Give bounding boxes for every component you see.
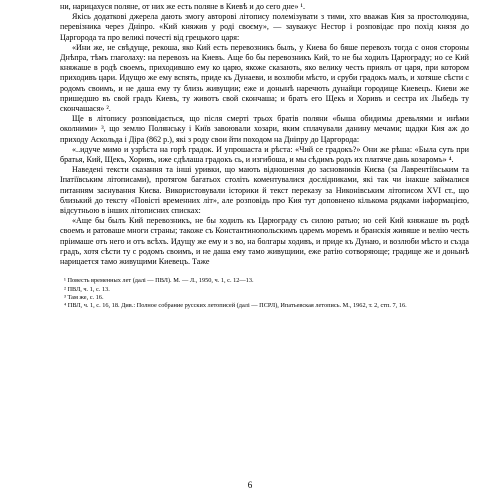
body-paragraph: ни, нарицахуся поляне, от них же есть поляне в Киевѣ и до сего дне» ¹. (60, 2, 306, 11)
page-text (60, 2, 469, 310)
footnote: ¹ Повесть временных лет (далі — ПВЛ). М. — Л., 1950, ч. 1, с. 12—13. (64, 277, 254, 285)
body-text (60, 2, 469, 267)
quotation-paragraph: «..идуче мимо и узрѣста на горѣ градок. И упрошаста и рѣста: «Чий се градокъ?» Они же рѣша: «Была суть при братья, Кий, Щекъ, Хоривъ, иже сдѣлаша градокъ сь, и изгибоша, и мы сѣдимъ родъ их платяче дань козаромъ» ⁴. (60, 144, 469, 165)
body-paragraph: Наведені тексти сказання та інші уривки, що мають відношення до засновників Києва (за Лаврентіївським та Іпатіївським літописами), протягом багатьох століть коментувалися дослідниками, які так чи інакше займалися питанням заснування Києва. Використовували історики й текст переказу за Никонівським літописом XVI ст., що близький до тексту «Повісті временних літ», але розповідь про Кия тут доповнено кількома рядками інформацією, відсутньою в інших літописних списках: (60, 165, 469, 216)
body-paragraph: Ще в літопису розповідається, що після смерті трьох братів поляни «быша обидимы древьлями и инѣми околними» ³, що землю Полянську і Київ завоювали хозари, яким сплачували данину мечами; щадки Кия аж до приходу Аскольда і Діра (862 р.), які з роду свои йти походом на Дніпру до Царгорода: (60, 114, 469, 144)
footnote: ⁴ ПВЛ, ч. 1, с. 16, 18. Див.: Полное собрание русских летописей (далі — ПСРЛ), Ипатьевская летопись. М., 1962, т. 2, стп. 7, 16. (64, 302, 407, 310)
quotation-paragraph: «Аще бы былъ Кий перевозникъ, не бы ходилъ къ Царюграду съ силою ратью; но сей Кий княжаше въ родѣ своемъ и ратоваше многи страны; такоже съ Константинопольскимъ царемъ моремъ и бранскія живяше и велію честь прiимаше отъ него и отъ всѣхъ. Идущу же ему и з во, на болгары ходивъ, и приде къ Дунаю, и возлюби мѣсто и създа градъ, хотя сѣсти ту с родомъ своимъ, и не даша ему тамо живущиии, еже ратію сотворяюще; градище же и донынѣ нарицается тамо живущими Киевецъ. Таже (60, 216, 469, 267)
footnote: ³ Там же, с. 16. (64, 293, 104, 301)
body-paragraph: Якісь додаткові джерела дають змогу авторові літопису полемізувати з тими, хто вважав Кия за простолюдина, перевізника через Дніпро. «Кий княжив у роді своєму», — зауважує Нестор і розповідає про похід князя до Царгорода та про великі почесті від грецького царя: (60, 12, 469, 42)
page-number: 6 (247, 480, 253, 490)
footnotes (60, 277, 469, 310)
quotation-paragraph: «Ини же, не свѣдуще, рекоша, яко Кий есть перевозникъ былъ, у Киева бо бяше перевозъ тогда с оноя стороны Днѣпра, тѣмъ глаголаху: на перевозъ на Киевъ. Аще бо бы перевозникъ Кий, то не бы ходилъ Царюграду; но се Кий княжаше в родѣ своемъ, приходившю ему ко царю, якоже сказають, яко велику честь приялъ от царя, при котором приходивъ цари. Идущю же ему вспять, приде къ Дунаеви, и возлюби мѣсто, и сруби градокъ малъ, и хотяше сѣсти с родомъ своимъ, и не даша ему ту близь живущии; еже и донынѣ наречють дунайци городище Киевецъ. Киеви же пришедшю въ свой градъ Киевъ, ту животъ свой скончаша; и братъ его Щекъ и Хоривъ и сестра их Лыбедь ту скончашася» ². (60, 42, 469, 114)
footnote: ² ПВЛ, ч. 1, с. 13. (64, 285, 110, 293)
